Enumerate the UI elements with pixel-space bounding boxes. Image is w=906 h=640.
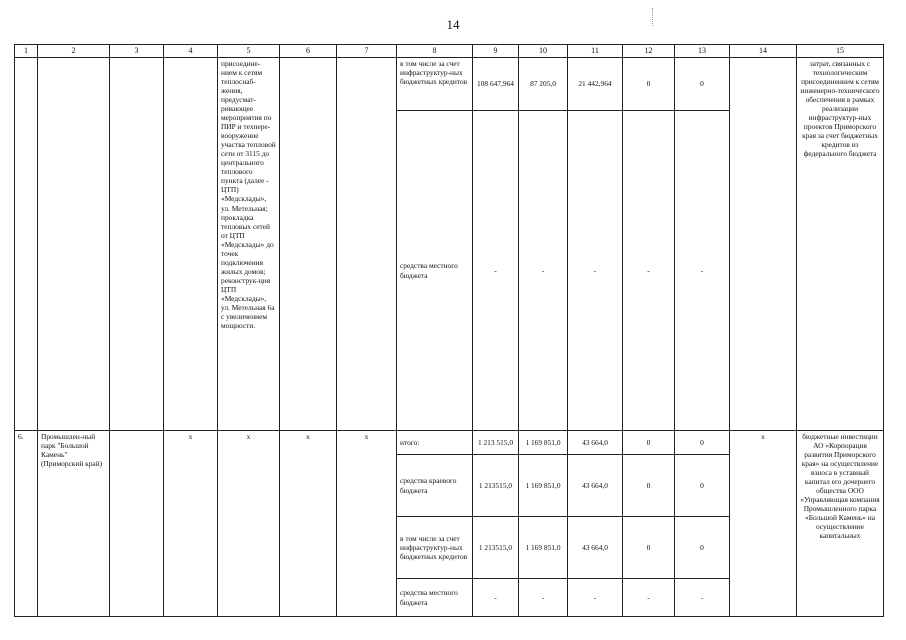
cell (110, 58, 164, 431)
col-header: 12 (623, 45, 675, 58)
value-cell: - (623, 111, 675, 431)
value-cell: - (473, 579, 519, 617)
value-cell: - (568, 579, 623, 617)
table-row (15, 431, 884, 455)
value-cell: - (675, 111, 730, 431)
value-cell: 1 169 851,0 (519, 431, 568, 455)
value-cell: - (568, 111, 623, 431)
value-cell: - (519, 579, 568, 617)
value-cell: 0 (675, 431, 730, 455)
col-header: 11 (568, 45, 623, 58)
funding-source-label: средства местного бюджета (397, 111, 473, 431)
cell-x: x (218, 431, 280, 617)
page-number: 14 (446, 17, 460, 32)
value-cell: 0 (623, 431, 675, 455)
col-header: 3 (110, 45, 164, 58)
col-header: 7 (337, 45, 397, 58)
cell (730, 58, 797, 431)
cell (38, 58, 110, 431)
col-header: 8 (397, 45, 473, 58)
col-header: 10 (519, 45, 568, 58)
funding-source-label: в том числе за счет инфраструктур-ных бюджетных кредитов (397, 517, 473, 579)
budget-table (14, 44, 884, 617)
value-cell: 0 (623, 517, 675, 579)
cell (15, 58, 38, 431)
value-cell: - (473, 111, 519, 431)
value-cell: 43 664,0 (568, 455, 623, 517)
funding-source-label: итого: (397, 431, 473, 455)
col-header: 2 (38, 45, 110, 58)
value-cell: 1 169 851,0 (519, 455, 568, 517)
cell-x: x (164, 431, 218, 617)
cell-x: x (280, 431, 337, 617)
col-header: 15 (797, 45, 884, 58)
value-cell: 1 213515,0 (473, 517, 519, 579)
row-number: 6. (15, 431, 38, 617)
col-header: 1 (15, 45, 38, 58)
value-cell: 108 647,964 (473, 58, 519, 111)
purpose-description: бюджетные инвестиции АО «Корпорация развития Приморского края» на осуществление взноса в уставный капитал его дочернего общества ООО «Управляющая компания Промышленного парка «Большой Камень» на осуществление капитальных (797, 431, 884, 617)
value-cell: - (623, 579, 675, 617)
col-header: 9 (473, 45, 519, 58)
value-cell: 21 442,964 (568, 58, 623, 111)
value-cell: 1 213515,0 (473, 455, 519, 517)
cell (280, 58, 337, 431)
cell (337, 58, 397, 431)
value-cell: 0 (675, 455, 730, 517)
object-description: присоедине-нием к сетям теплоснаб-жения, предусмат-ривающее мероприятия по ПИР и техпере-вооружение участка тепловой сети от 3115 до центрального теплового пункта (далее - ЦТП) «Медсклады», ул. Метельная; прокладка тепловых сетей от ЦТП «Медсклады» до точек подключения жилых домов; реконструк-ция ЦТП «Медсклады», ул. Метельная 6а с увеличением мощности. (218, 58, 280, 431)
value-cell: - (675, 579, 730, 617)
value-cell: 0 (675, 517, 730, 579)
value-cell: 1 213 515,0 (473, 431, 519, 455)
col-header: 5 (218, 45, 280, 58)
funding-source-label: средства краевого бюджета (397, 455, 473, 517)
col-header: 14 (730, 45, 797, 58)
value-cell: 0 (623, 455, 675, 517)
purpose-description: затрат, связанных с технологическим присоединением к сетям инженерно-технического обеспечения в рамках реализации инфраструктур-ных проектов Приморского края за счет бюджетных кредитов из федерального бюджета (797, 58, 884, 431)
cell-x: x (337, 431, 397, 617)
scan-mark (652, 8, 654, 26)
cell (110, 431, 164, 617)
cell (164, 58, 218, 431)
column-number-row (15, 45, 884, 58)
value-cell: 1 169 851,0 (519, 517, 568, 579)
value-cell: 43 664,0 (568, 517, 623, 579)
project-name: Промышлен-ный парк "Большой Камень" (Приморский край) (38, 431, 110, 617)
col-header: 4 (164, 45, 218, 58)
funding-source-label: средства местного бюджета (397, 579, 473, 617)
col-header: 6 (280, 45, 337, 58)
value-cell: 87 205,0 (519, 58, 568, 111)
value-cell: 0 (675, 58, 730, 111)
table-row (15, 58, 884, 111)
col-header: 13 (675, 45, 730, 58)
value-cell: 43 664,0 (568, 431, 623, 455)
value-cell: 0 (623, 58, 675, 111)
value-cell: - (519, 111, 568, 431)
cell-x: x (730, 431, 797, 617)
funding-source-label: в том числе за счет инфраструктур-ных бюджетных кредитов (397, 58, 473, 111)
